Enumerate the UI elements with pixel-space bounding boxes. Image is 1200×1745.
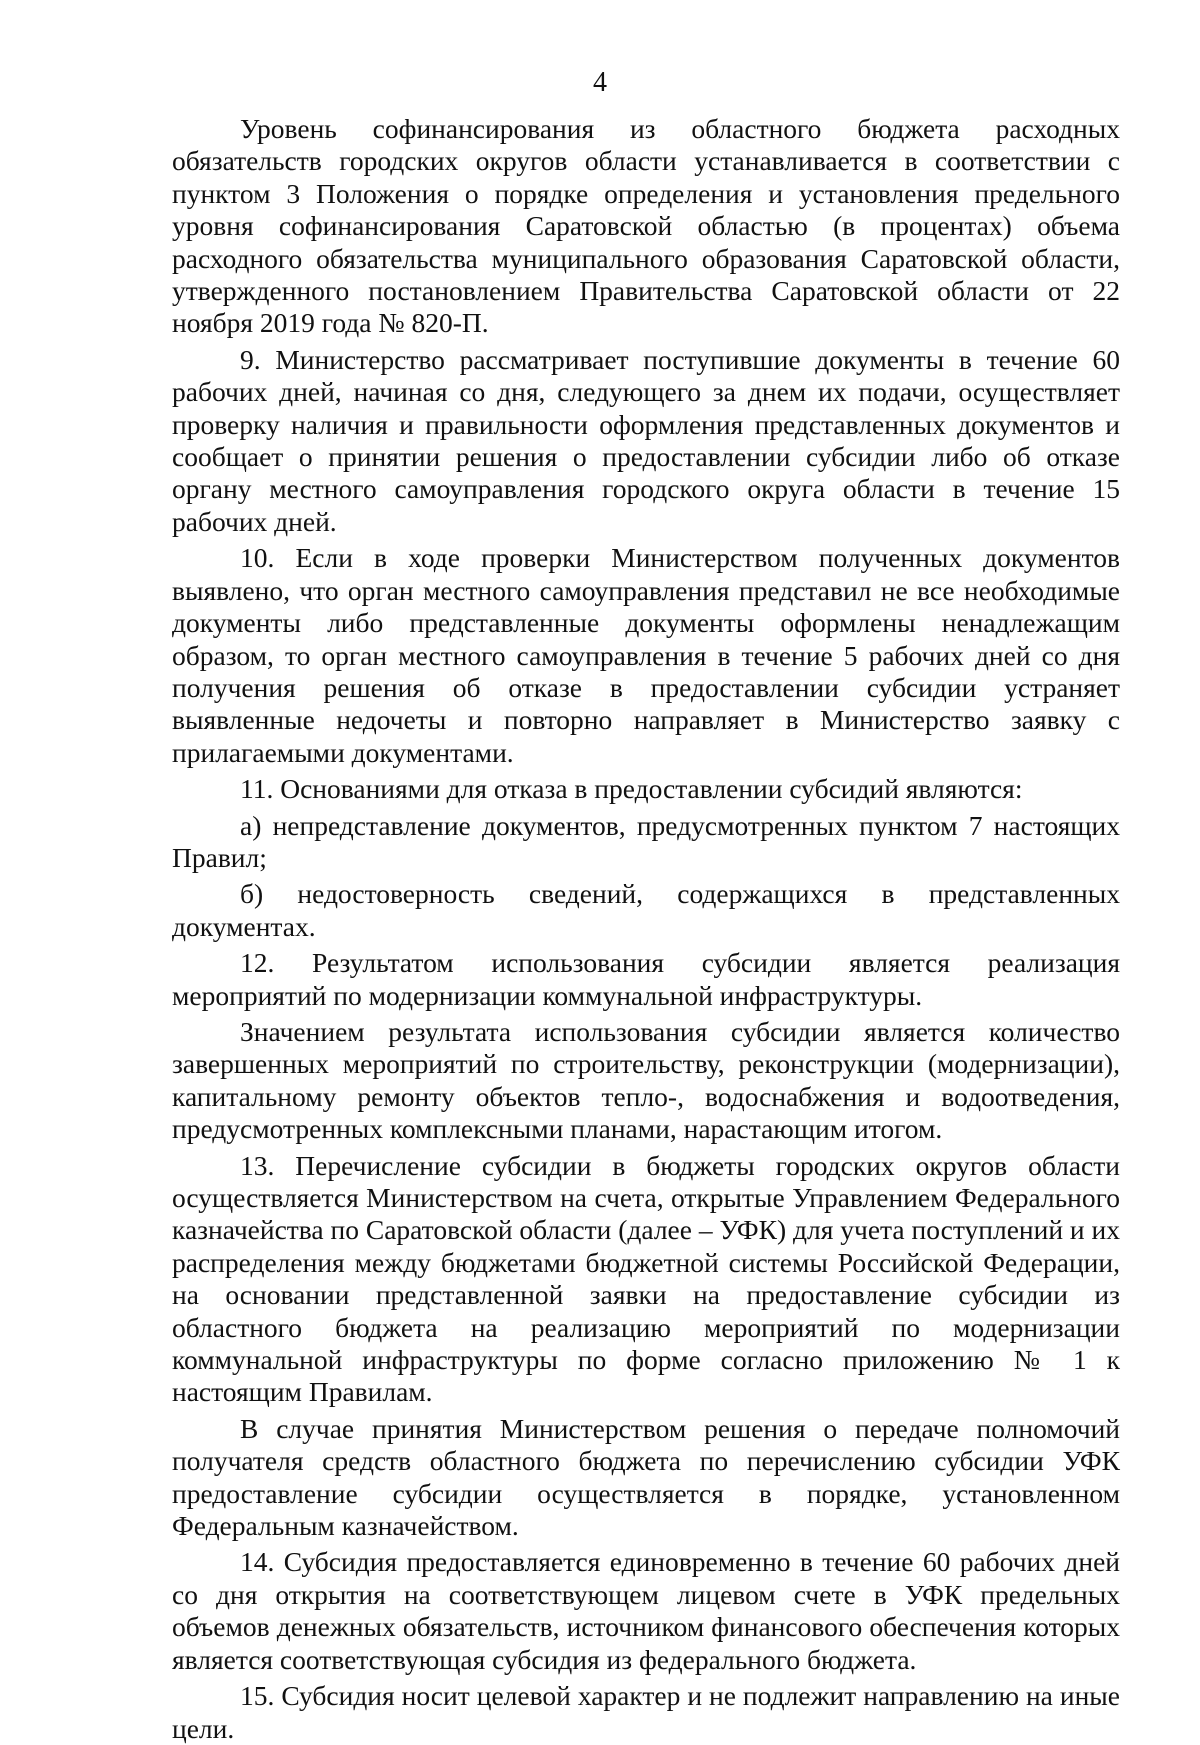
paragraph-item-11-b: б) недостоверность сведений, содержащихся в представленных документах. (172, 878, 1120, 942)
paragraph-item-10: 10. Если в ходе проверки Министерством полученных документов выявлено, что орган местного самоуправления представил не все необходимые документы либо представленные документы оформлены ненадлежащим образом, то орган местного самоуправления в течение 5 рабочих дней со дня получения решения об отказе в предоставлении субсидии устраняет выявленные недочеты и повторно направляет в Министерство заявку с прилагаемыми документами. (172, 542, 1120, 768)
paragraph-item-11-a: а) непредставление документов, предусмотренных пунктом 7 настоящих Правил; (172, 809, 1120, 873)
paragraph-result-value: Значением результата использования субсидии является количество завершенных мероприятий по строительству, реконструкции (модернизации), капитальному ремонту объектов тепло-, водоснабжения и водоотведения, предусмотренных комплексными планами, нарастающим итогом. (172, 1015, 1120, 1145)
paragraph-item-9: 9. Министерство рассматривает поступившие документы в течение 60 рабочих дней, начиная со дня, следующего за днем их подачи, осуществляет проверку наличия и правильности оформления представленных документов и сообщает о принятии решения о предоставлении субсидии либо об отказе органу местного самоуправления городского округа области в течение 15 рабочих дней. (172, 343, 1120, 537)
paragraph-ufk-powers: В случае принятия Министерством решения о передаче полномочий получателя средств областного бюджета по перечислению субсидии УФК предоставление субсидии осуществляется в порядке, установленном Федеральным казначейством. (172, 1412, 1120, 1542)
paragraph-item-15: 15. Субсидия носит целевой характер и не подлежит направлению на иные цели. (172, 1680, 1120, 1744)
paragraph-item-11: 11. Основаниями для отказа в предоставлении субсидий являются: (240, 773, 1023, 805)
paragraph-item-13: 13. Перечисление субсидии в бюджеты городских округов области осуществляется Министерством на счета, открытые Управлением Федерального казначейства по Саратовской области (далее – УФК) для учета поступлений и их распределения между бюджетами бюджетной системы Российской Федерации, на основании представленной заявки на предоставление субсидии из областного бюджета на реализацию мероприятий по модернизации коммунальной инфраструктуры по форме согласно приложению № 1 к настоящим Правилам. (172, 1149, 1120, 1408)
page-number: 4 (593, 67, 607, 98)
paragraph-item-12: 12. Результатом использования субсидии является реализация мероприятий по модернизации коммунальной инфраструктуры. (172, 947, 1120, 1011)
document-body (172, 113, 1120, 1745)
paragraph-cofinancing-level: Уровень софинансирования из областного бюджета расходных обязательств городских округов области устанавливается в соответствии с пунктом 3 Положения о порядке определения и установления предельного уровня софинансирования Саратовской областью (в процентах) объема расходного обязательства муниципального образования Саратовской области, утвержденного постановлением Правительства Саратовской области от 22 ноября 2019 года № 820-П. (172, 113, 1120, 339)
paragraph-item-14: 14. Субсидия предоставляется единовременно в течение 60 рабочих дней со дня открытия на соответствующем лицевом счете в УФК предельных объемов денежных обязательств, источником финансового обеспечения которых является соответствующая субсидия из федерального бюджета. (172, 1546, 1120, 1675)
